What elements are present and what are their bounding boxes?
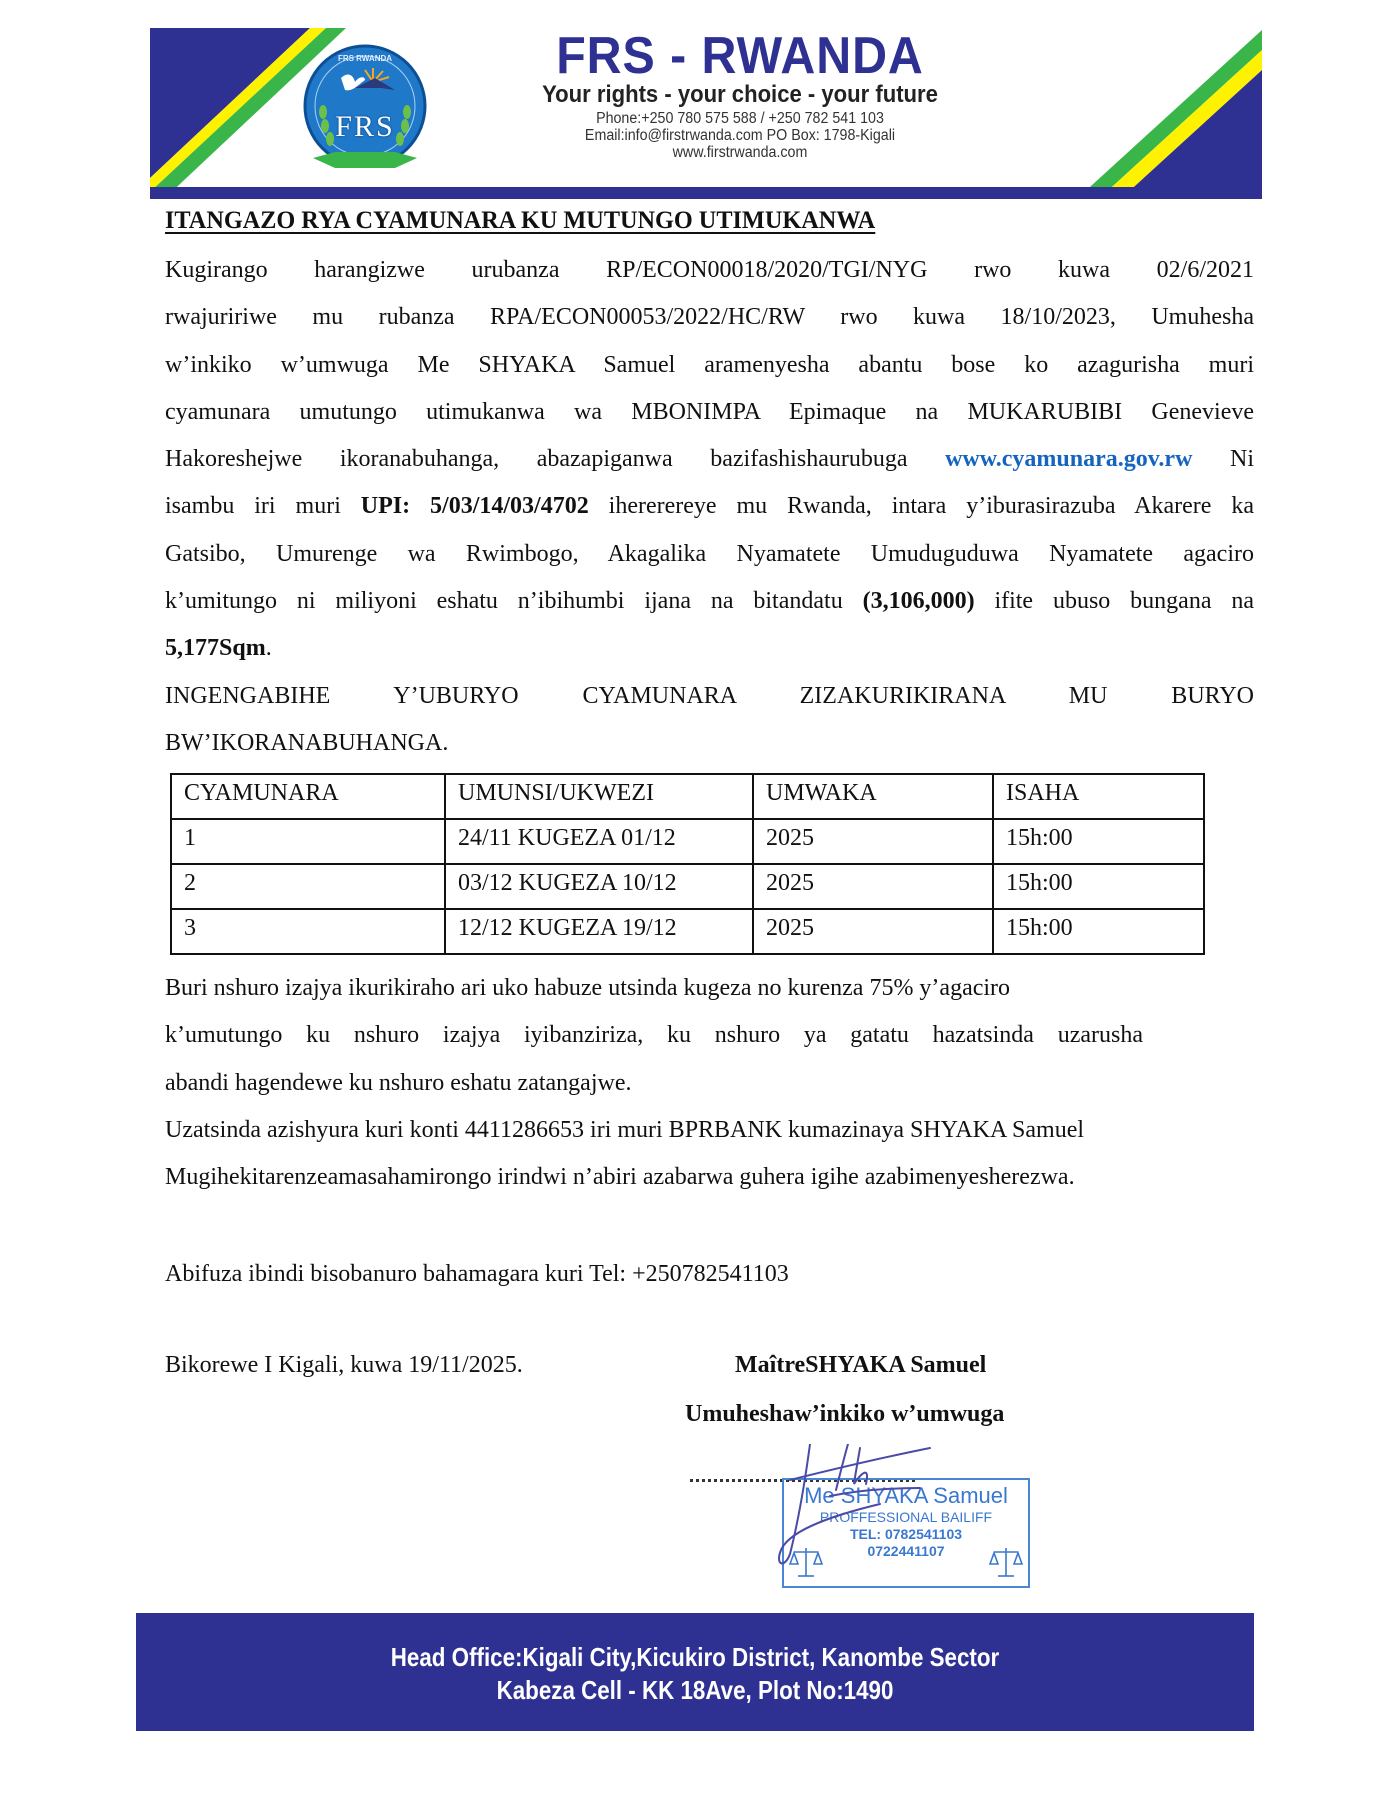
- auction-schedule-table: [170, 773, 1205, 955]
- table-cell: 15h:00: [993, 909, 1204, 954]
- logo-arc-text: FRS RWANDA: [337, 54, 393, 63]
- right-navy-corner: [1124, 70, 1262, 199]
- text: .: [265, 635, 272, 662]
- intro-line: cyamunara umutungo utimukanwa wa MBONIMPA Epimaque na MUKARUBIBI Genevieve: [165, 398, 1254, 425]
- intro-line: w’inkiko w’umwuga Me SHYAKA Samuel aramenyesha abantu bose ko azagurisha muri: [165, 351, 1254, 378]
- contact-paragraph: [165, 1251, 1254, 1298]
- intro-line: [165, 625, 1254, 672]
- schedule-heading: BW’IKORANABUHANGA.: [165, 729, 449, 756]
- brand-tagline: Your rights - your choice - your future: [542, 81, 938, 108]
- footer-address-line: Head Office:Kigali City,Kicukiro District, Kanombe Sector: [390, 1642, 1000, 1672]
- table-cell: 2: [171, 864, 445, 909]
- brand-name: FRS - RWANDA: [556, 28, 924, 85]
- bottom-navy-band: [150, 187, 1262, 199]
- text: ifite ubuso bungana na: [994, 588, 1255, 615]
- frs-logo: [295, 42, 435, 180]
- condition-line: k’umutungo ku nshuro izajya iyibanziriza, ku nshuro ya gatatu hazatsinda uzarusha: [165, 1022, 1143, 1049]
- condition-line: Uzatsinda azishyura kuri konti 4411286653 iri muri BPRBANK kumazinaya SHYAKA Samuel: [165, 1116, 1085, 1143]
- text: k’umitungo ni miliyoni eshatu n’ibihumbi ijana na bitandatu: [165, 588, 843, 615]
- property-value: (3,106,000): [862, 588, 975, 615]
- condition-line: abandi hagendewe ku nshuro eshatu zatangajwe.: [165, 1069, 632, 1096]
- table-row: [171, 864, 1204, 909]
- letterhead: [150, 28, 1262, 199]
- table-cell: 2025: [753, 864, 993, 909]
- place-date: Bikorewe I Kigali, kuwa 19/11/2025.: [165, 1352, 523, 1378]
- text: isambu iri muri: [165, 493, 341, 520]
- text: Hakoreshejwe ikoranabuhanga, abazapiganwa bazifashishaurubuga: [165, 446, 908, 473]
- stamp-phone-2: 0722441107: [867, 1543, 945, 1559]
- intro-line: [165, 483, 1254, 530]
- table-cell: 3: [171, 909, 445, 954]
- scales-of-justice-icon: [988, 1544, 1024, 1580]
- table-row: [171, 819, 1204, 864]
- logo-text: FRS: [335, 110, 395, 143]
- text: Ni: [1230, 446, 1255, 473]
- table-header: UMUNSI/UKWEZI: [445, 774, 753, 819]
- intro-line: rwajuririwe mu rubanza RPA/ECON00053/2022/HC/RW rwo kuwa 18/10/2023, Umuhesha: [165, 304, 1254, 331]
- handwritten-signature: [770, 1444, 970, 1574]
- table-header: ISAHA: [993, 774, 1204, 819]
- stamp-phone-1: TEL: 0782541103: [849, 1526, 963, 1542]
- intro-line: Kugirango harangizwe urubanza RP/ECON00018/2020/TGI/NYG rwo kuwa 02/6/2021: [165, 257, 1254, 283]
- contact-line: Abifuza ibindi bisobanuro bahamagara kuri Tel: +250782541103: [165, 1261, 789, 1287]
- condition-line: Mugihekitarenzeamasahamirongo irindwi n’abiri azabarwa guhera igihe azabimenyesherezwa.: [165, 1164, 1075, 1191]
- signatory-role: Umuheshaw’inkiko w’umwuga: [685, 1401, 1005, 1427]
- table-cell: 2025: [753, 819, 993, 864]
- upi-number: UPI: 5/03/14/03/4702: [360, 493, 589, 520]
- table-header-row: [171, 774, 1204, 819]
- property-area: 5,177Sqm: [165, 635, 266, 662]
- letterhead-center: [480, 30, 1000, 161]
- intro-line: [165, 436, 1254, 483]
- conditions-paragraph: [165, 965, 1165, 1201]
- stamp-title: PROFFESSIONAL BAILIFF: [819, 1509, 993, 1525]
- document-title: ITANGAZO RYA CYAMUNARA KU MUTUNGO UTIMUKANWA: [165, 207, 876, 234]
- text: ihererereye mu Rwanda, intara y’iburasirazuba Akarere ka: [608, 493, 1255, 520]
- schedule-heading: INGENGABIHE Y’UBURYO CYAMUNARA ZIZAKURIKIRANA MU BURYO: [165, 682, 1254, 709]
- signatory-name: MaîtreSHYAKA Samuel: [735, 1352, 987, 1378]
- table-cell: 15h:00: [993, 864, 1204, 909]
- table-row: [171, 909, 1204, 954]
- table-cell: 12/12 KUGEZA 19/12: [445, 909, 753, 954]
- intro-paragraph: [165, 247, 1254, 767]
- table-cell: 03/12 KUGEZA 10/12: [445, 864, 753, 909]
- stamp-name: Me SHYAKA Samuel: [804, 1483, 1008, 1508]
- table-cell: 2025: [753, 909, 993, 954]
- contact-phone: Phone:+250 780 575 588 / +250 782 541 103: [596, 110, 884, 127]
- footer-address-band: [136, 1613, 1254, 1731]
- intro-line: Gatsibo, Umurenge wa Rwimbogo, Akagalika Nyamatete Umuduguduwa Nyamatete agaciro: [165, 540, 1254, 567]
- cyamunara-website-link[interactable]: www.cyamunara.gov.rw: [945, 446, 1193, 473]
- intro-line: [165, 578, 1254, 625]
- condition-line: Buri nshuro izajya ikurikiraho ari uko habuze utsinda kugeza no kurenza 75% y’agaciro: [165, 975, 1011, 1001]
- table-header: CYAMUNARA: [171, 774, 445, 819]
- footer-address-line: Kabeza Cell - KK 18Ave, Plot No:1490: [496, 1675, 894, 1705]
- contact-email-po: Email:info@firstrwanda.com PO Box: 1798-Kigali: [584, 127, 896, 144]
- table-cell: 15h:00: [993, 819, 1204, 864]
- contact-website[interactable]: www.firstrwanda.com: [672, 144, 808, 161]
- table-cell: 24/11 KUGEZA 01/12: [445, 819, 753, 864]
- table-header: UMWAKA: [753, 774, 993, 819]
- table-cell: 1: [171, 819, 445, 864]
- signature-stamp-area: [690, 1452, 1050, 1594]
